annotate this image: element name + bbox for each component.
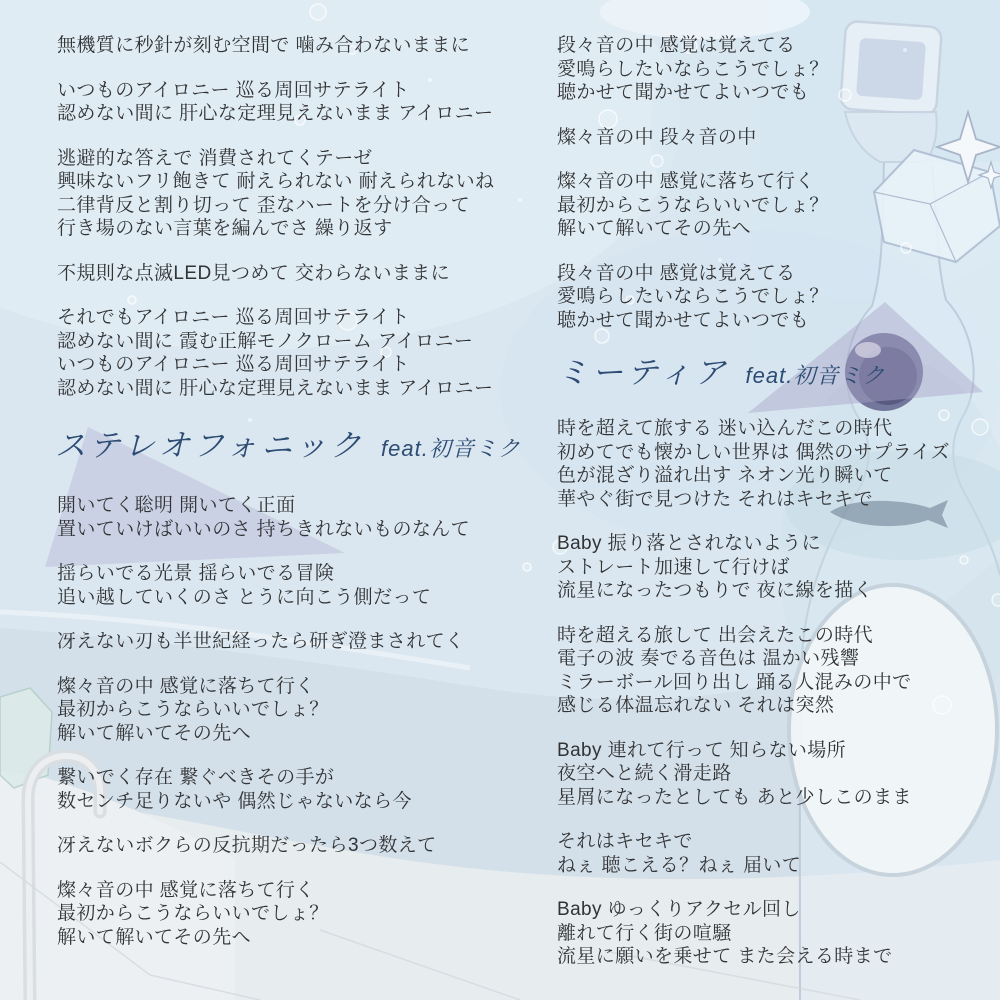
lyrics-line: 数センチ足りないや 偶然じゃないなら今: [57, 790, 412, 812]
lyrics-line: 行き場のない言葉を編んでさ 繰り返す: [57, 218, 393, 239]
lyrics-stanza: [57, 834, 521, 858]
lyrics-line: 愛鳴らしたいならこうでしょ？: [557, 286, 829, 307]
lyrics-stanza: [557, 34, 950, 105]
lyrics-line: Baby ゆっくりアクセル回し: [557, 899, 801, 920]
lyrics-stanza: [557, 830, 950, 877]
lyrics-line: 解いて解いてその先へ: [57, 926, 252, 948]
lyrics-stanza: [557, 532, 950, 603]
lyrics-line: 流星になったつもりで 夜に線を描く: [557, 580, 874, 601]
lyrics-stanza: [557, 126, 950, 150]
lyrics-line: 冴えない刃も半世紀経ったら研ぎ澄まされてく: [57, 631, 465, 652]
lyrics-line: 夜空へと続く滑走路: [557, 763, 732, 784]
lyrics-line: 置いていけばいいのさ 持ちきれないものなんて: [57, 518, 471, 540]
lyrics-line: 段々音の中 感覚は覚えてる: [557, 262, 796, 284]
lyrics-line: 揺らいでる光景 揺らいでる冒険: [57, 563, 335, 584]
lyrics-line: 興味ないフリ飽きて 耐えられない 耐えられないね: [57, 171, 495, 192]
lyrics-line: 逃避的な答えで 消費されてくテーゼ: [57, 147, 373, 169]
lyrics-stanza: [57, 675, 521, 746]
lyrics-stanza: [57, 766, 521, 813]
lyrics-line: 最初からこうならいいでしょ？: [57, 903, 329, 924]
lyrics-line: 星屑になったとしても あと少しこのまま: [557, 786, 912, 808]
lyrics-line: 燦々音の中 段々音の中: [557, 126, 757, 148]
lyrics-line: 追い越していくのさ とうに向こう側だって: [57, 586, 432, 608]
song-feat-credit: feat.初音ミク: [745, 363, 886, 388]
song-title-heading: [557, 353, 950, 393]
lyrics-line: 色が混ざり溢れ出す ネオン光り瞬いて: [557, 465, 893, 486]
lyrics-line: それでもアイロニー 巡る周回サテライト: [57, 307, 410, 328]
lyrics-line: 時を超えて旅する 迷い込んだこの時代: [557, 418, 893, 439]
lyrics-line: 解いて解いてその先へ: [557, 218, 752, 239]
lyrics-line: 燦々音の中 感覚に落ちて行く: [57, 879, 315, 901]
lyrics-stanza: [557, 417, 950, 511]
lyrics-line: ストレート加速して行けば: [557, 556, 790, 578]
lyrics-stanza: [57, 79, 521, 126]
lyrics-stanza: [57, 147, 521, 241]
lyrics-stanza: [57, 630, 521, 654]
lyrics-line: 開いてく聡明 開いてく正面: [57, 495, 296, 516]
lyrics-line: 段々音の中 感覚は覚えてる: [557, 35, 796, 56]
lyrics-line: Baby 振り落とされないように: [557, 533, 821, 554]
lyrics-line: 燦々音の中 感覚に落ちて行く: [57, 675, 315, 697]
song-feat-credit: feat.初音ミク: [381, 436, 521, 461]
lyrics-stanza: [57, 562, 521, 609]
lyrics-line: 認めない間に 霞む正解モノクローム アイロニー: [57, 330, 474, 352]
lyrics-line: 愛鳴らしたいならこうでしょ？: [557, 58, 829, 80]
lyrics-stanza: [557, 170, 950, 241]
lyrics-line: 初めてでも懐かしい世界は 偶然のサプライズ: [557, 441, 950, 463]
lyrics-line: 二律背反と割り切って 歪なハートを分け合って: [57, 194, 471, 216]
lyrics-line: 解いて解いてその先へ: [57, 722, 252, 744]
lyrics-line: ねぇ 聴こえる？ねぇ 届いて: [557, 854, 802, 876]
lyrics-stanza: [57, 262, 521, 286]
lyrics-stanza: [557, 624, 950, 718]
lyrics-line: 時を超える旅して 出会えたこの時代: [557, 624, 874, 646]
lyrics-line: いつものアイロニー 巡る周回サテライト: [57, 79, 410, 101]
lyrics-line: 繋いでく存在 繋ぐべきその手が: [57, 767, 335, 788]
lyrics-stanza: [557, 898, 950, 969]
lyrics-line: 電子の波 奏でる音色は 温かい残響: [557, 648, 860, 669]
song-title: ミーティア: [557, 355, 730, 390]
song-title-heading: [55, 426, 521, 466]
lyrics-line: いつものアイロニー 巡る周回サテライト: [57, 354, 410, 375]
lyrics-column-right: [557, 34, 950, 990]
lyrics-line: 聴かせて聞かせてよいつでも: [557, 309, 810, 331]
lyrics-stanza: [57, 879, 521, 950]
song-title: ステレオフォニック: [55, 428, 366, 463]
lyrics-line: 燦々音の中 感覚に落ちて行く: [557, 171, 815, 192]
lyrics-stanza: [557, 739, 950, 810]
lyrics-line: 認めない間に 肝心な定理見えないまま アイロニー: [57, 377, 494, 399]
lyrics-stanza: [57, 494, 521, 541]
lyrics-line: 華やぐ街で見つけた それはキセキで: [557, 488, 874, 510]
lyrics-line: 不規則な点滅LED見つめて 交わらないままに: [57, 262, 451, 284]
ice-block: [0, 688, 52, 788]
lyrics-line: 冴えないボクらの反抗期だったら3つ数えて: [57, 835, 437, 856]
lyrics-line: 聴かせて聞かせてよいつでも: [557, 82, 810, 103]
lyrics-line: ミラーボール回り出し 踊る人混みの中で: [557, 671, 912, 693]
lyrics-stanza: [557, 262, 950, 333]
lyrics-line: それはキセキで: [557, 831, 693, 852]
lyrics-column-left: [57, 34, 521, 970]
lyrics-line: 認めない間に 肝心な定理見えないまま アイロニー: [57, 103, 494, 124]
lyrics-line: 最初からこうならいいでしょ？: [557, 194, 829, 216]
lyrics-line: 感じる体温忘れない それは突然: [557, 695, 835, 716]
lyrics-line: Baby 連れて行って 知らない場所: [557, 739, 847, 761]
lyrics-line: 最初からこうならいいでしょ？: [57, 699, 329, 720]
lyrics-stanza: [57, 34, 521, 58]
lyrics-line: 離れて行く街の喧騒: [557, 922, 732, 944]
lyrics-line: 流星に願いを乗せて また会える時まで: [557, 946, 893, 967]
lyrics-stanza: [57, 306, 521, 400]
lyrics-line: 無機質に秒針が刻む空間で 噛み合わないままに: [57, 35, 471, 56]
